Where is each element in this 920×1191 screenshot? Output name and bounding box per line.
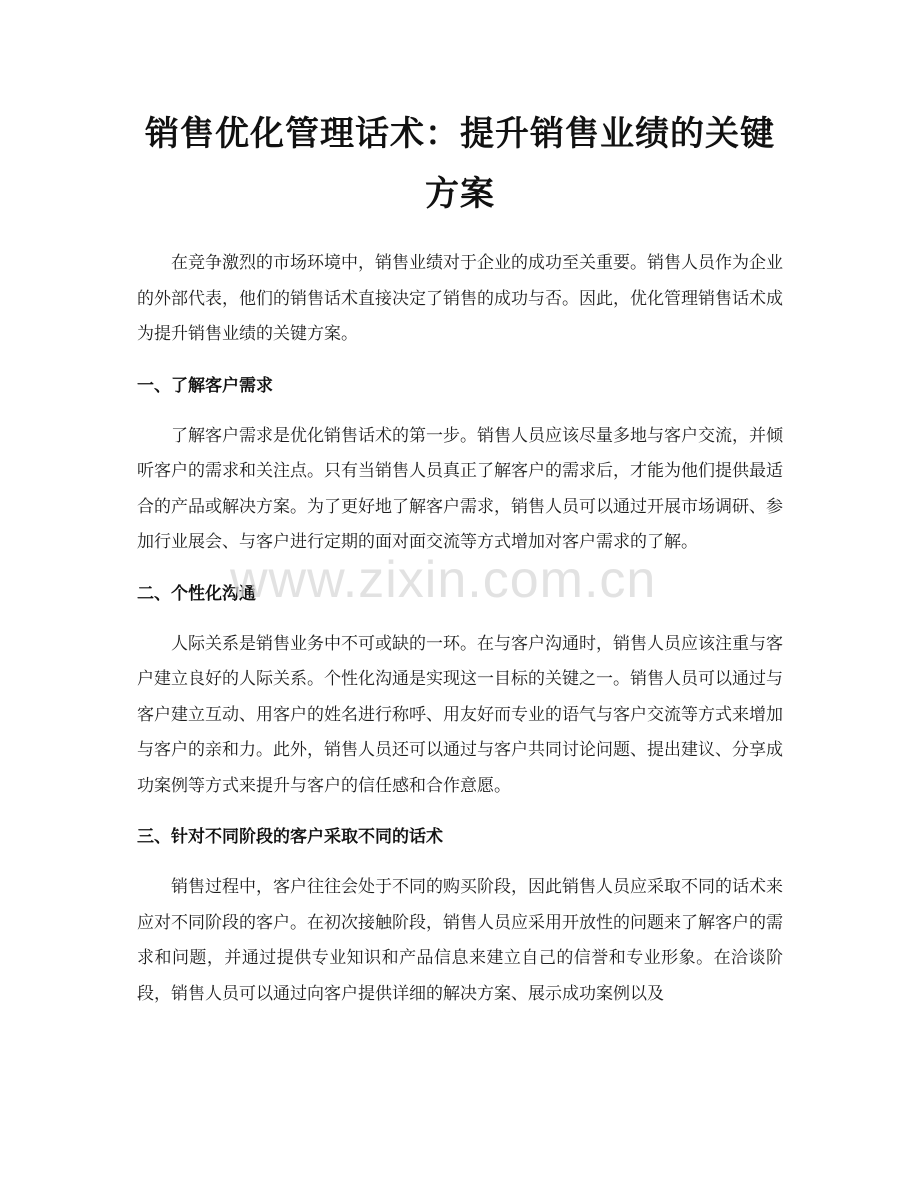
watermark: www.zixin.com.cn xyxy=(230,551,657,609)
section-paragraph-3: 销售过程中，客户往往会处于不同的购买阶段，因此销售人员应采取不同的话术来应对不同阶段的客户。在初次接触阶段，销售人员应采用开放性的问题来了解客户的需求和问题，并通过提供专业知识和产品信息来建立自己的信誉和专业形象。在洽谈阶段，销售人员可以通过向客户提供详细的解决方案、展示成功案例以及 xyxy=(137,877,783,1004)
intro-paragraph: 在竞争激烈的市场环境中，销售业绩对于企业的成功至关重要。销售人员作为企业的外部代表，他们的销售话术直接决定了销售的成功与否。因此，优化管理销售话术成为提升销售业绩的关键方案。 xyxy=(137,253,783,344)
section-heading-2: 二、个性化沟通 xyxy=(137,583,256,604)
section-heading-3: 三、针对不同阶段的客户采取不同的话术 xyxy=(137,827,443,847)
section-heading-1: 一、了解客户需求 xyxy=(137,375,273,396)
section-paragraph-1: 了解客户需求是优化销售话术的第一步。销售人员应该尽量多地与客户交流，并倾听客户的需求和关注点。只有当销售人员真正了解客户的需求后，才能为他们提供最适合的产品或解决方案。为了更好地了解客户需求，销售人员可以通过开展市场调研、参加行业展会、与客户进行定期的面对面交流等方式增加对客户需求的了解。 xyxy=(137,425,783,552)
document-title: 销售优化管理话术：提升销售业绩的关键方案 xyxy=(145,114,775,214)
section-paragraph-2: 人际关系是销售业务中不可或缺的一环。在与客户沟通时，销售人员应该注重与客户建立良好的人际关系。个性化沟通是实现这一目标的关键之一。销售人员可以通过与客户建立互动、用客户的姓名进行称呼、用友好而专业的语气与客户交流等方式来增加与客户的亲和力。此外，销售人员还可以通过与客户共同讨论问题、提出建议、分享成功案例等方式来提升与客户的信任感和合作意愿。 xyxy=(137,633,783,796)
document-body xyxy=(137,246,783,1012)
